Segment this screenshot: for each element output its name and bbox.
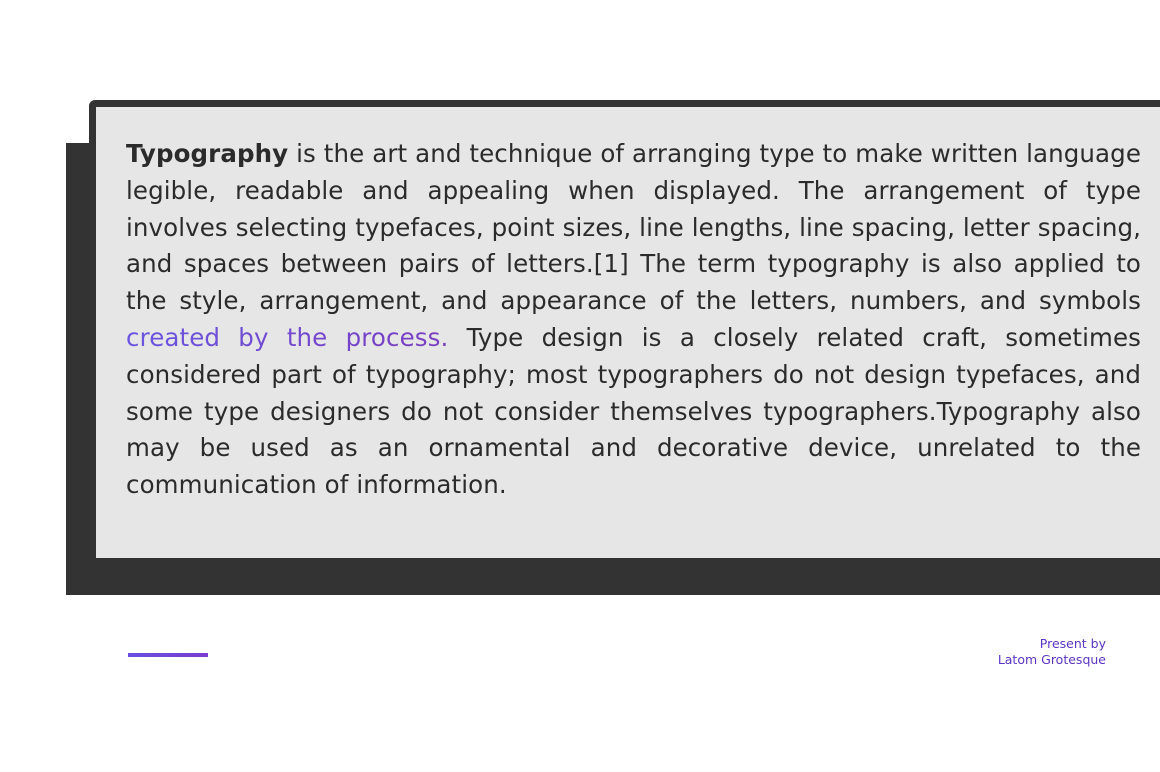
- paragraph-term: Typography: [126, 139, 289, 168]
- credit-block: [998, 636, 1106, 668]
- paragraph-text-before-link: is the art and technique of arranging type to make written language legible, readable and appealing when displayed. The arrangement of type involves selecting typefaces, point sizes, line lengths, line spacing, letter spacing, and spaces between pairs of letters.[1] The term typography is also applied to the style, arrangement, and appearance of the letters, numbers, and symbols: [126, 139, 1141, 316]
- credit-line-present-by: Present by: [1039, 636, 1106, 651]
- highlighted-link[interactable]: created by the process.: [126, 322, 449, 352]
- accent-bar: [128, 653, 208, 657]
- credit-line-author: Latom Grotesque: [997, 652, 1106, 667]
- typography-paragraph: [126, 136, 1141, 504]
- paragraph-text-after-link: Type design is a closely related craft, sometimes considered part of typography; most typographers do not design typefaces, and some type designers do not consider themselves typographers.Typography also may be used as an ornamental and decorative device, unrelated to the communication of information.: [126, 322, 1141, 500]
